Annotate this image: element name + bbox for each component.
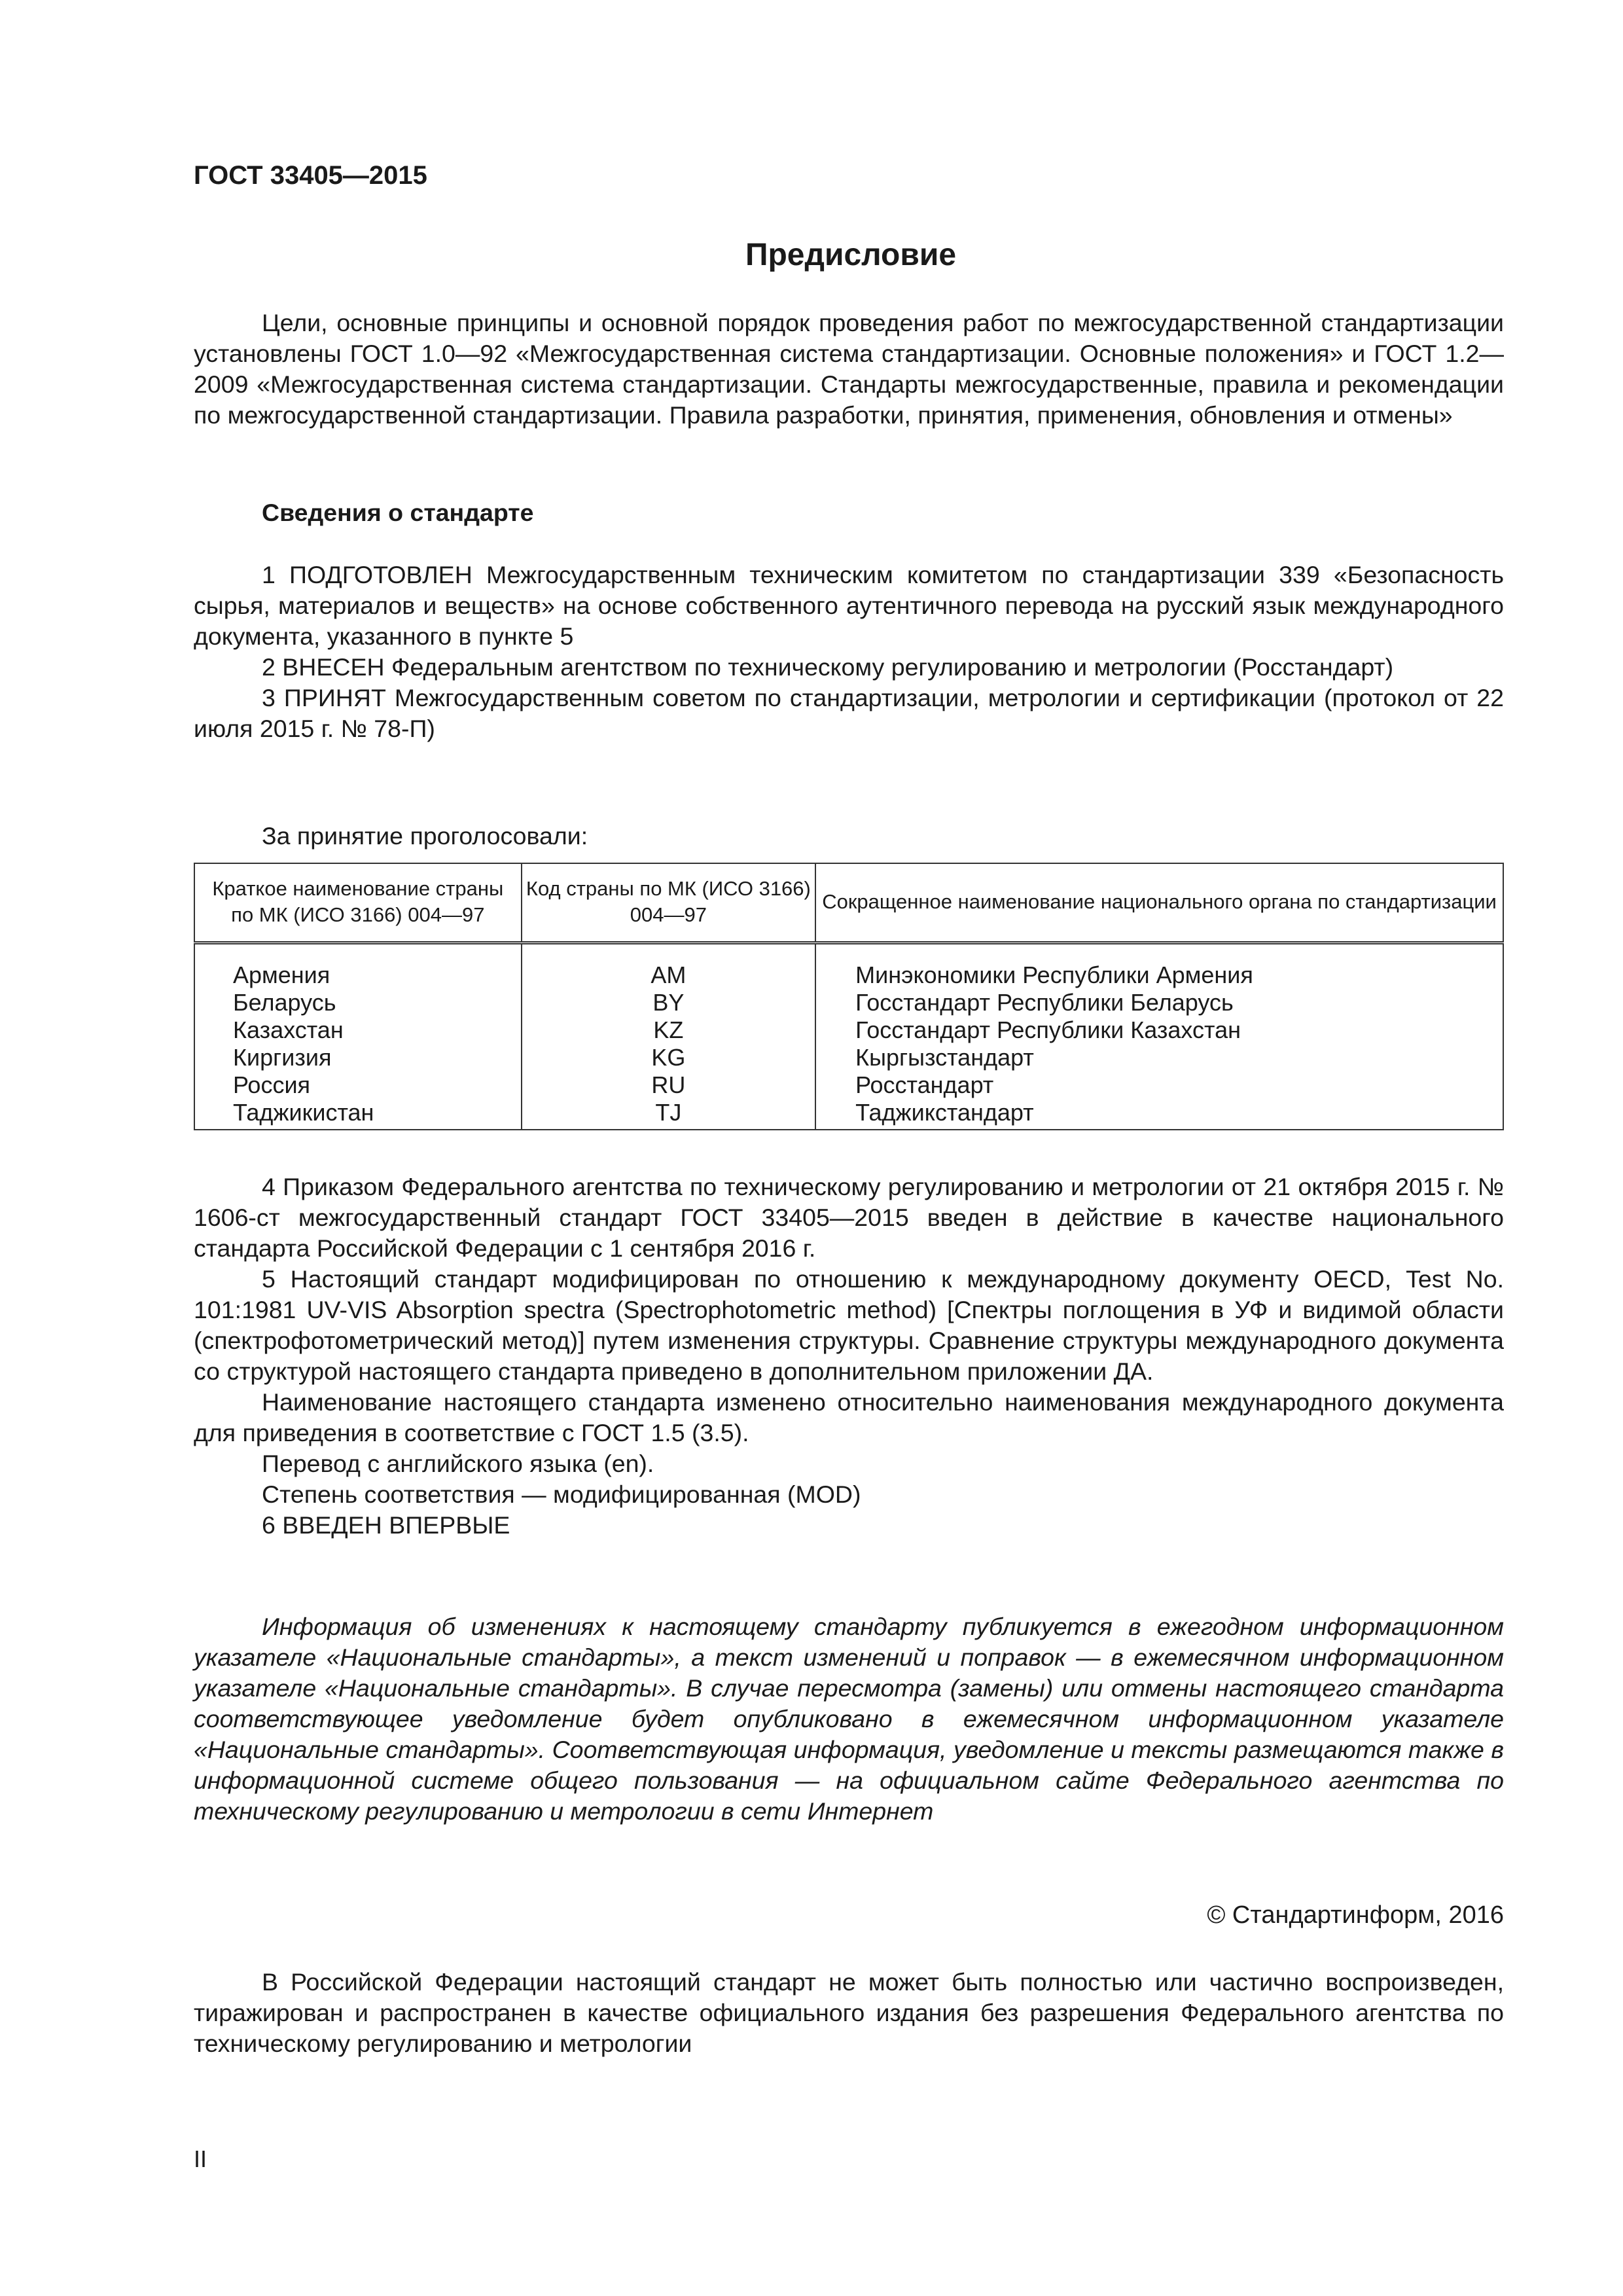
intro-section: [194, 308, 1504, 431]
section-heading: Сведения о стандарте: [262, 499, 534, 526]
item-5-degree: Степень соответствия — модифицированная (MOD): [262, 1480, 861, 1508]
cell-country: Таджикистан: [194, 1099, 522, 1130]
table-row: [194, 1071, 1503, 1099]
copyright-line: © Стандартинформ, 2016: [1207, 1901, 1504, 1929]
cell-code: AM: [522, 943, 815, 990]
cell-code: TJ: [522, 1099, 815, 1130]
cell-country: Беларусь: [194, 989, 522, 1016]
header-country-code: Код страны по МК (ИСО 3166) 004—97: [522, 863, 815, 943]
item-5: 5 Настоящий стандарт модифицирован по отношению к международному документу OECD, Test No. 101:1981 UV-VIS Absorption spectra (Spectrophotometric method) [Спектры поглощения в УФ и видимой области (спектрофотометрический метод)] путем изменения структуры. Сравнение структуры международного документа со структурой настоящего стандарта приведено в дополнительном приложении ДА.: [194, 1265, 1504, 1385]
legal-paragraph: В Российской Федерации настоящий стандарт не может быть полностью или частично воспроизведен, тиражирован и распространен в качестве официального издания без разрешения Федерального агентства по техническому регулированию и метрологии: [194, 1968, 1504, 2057]
cell-body: Кыргызстандарт: [815, 1044, 1503, 1071]
item-4: 4 Приказом Федерального агентства по техническому регулированию и метрологии от 21 октября 2015 г. № 1606-ст межгосударственный стандарт ГОСТ 33405—2015 введен в действие в качестве национального стандарта Российской Федерации с 1 сентября 2016 г.: [194, 1173, 1504, 1262]
table-row: [194, 989, 1503, 1016]
cell-code: RU: [522, 1071, 815, 1099]
section-heading-block: [194, 497, 1504, 528]
cell-body: Таджикстандарт: [815, 1099, 1503, 1130]
table-row: [194, 1016, 1503, 1044]
table-header-row: [194, 863, 1503, 943]
intro-paragraph: Цели, основные принципы и основной порядок проведения работ по межгосударственной стандартизации установлены ГОСТ 1.0—92 «Межгосударственная система стандартизации. Основные положения» и ГОСТ 1.2—2009 «Межгосударственная система стандартизации. Стандарты межгосударственные, правила и рекомендации по межгосударственной стандартизации. Правила разработки, принятия, применения, обновления и отмены»: [194, 309, 1504, 429]
table-row: [194, 1099, 1503, 1130]
votes-intro: За принятие проголосовали:: [262, 822, 588, 850]
cell-country: Россия: [194, 1071, 522, 1099]
cell-code: KZ: [522, 1016, 815, 1044]
votes-intro-block: [194, 821, 1504, 852]
cell-body: Госстандарт Республики Казахстан: [815, 1016, 1503, 1044]
table-row: [194, 943, 1503, 990]
document-id-header: ГОСТ 33405—2015: [194, 161, 427, 190]
notice-section: [194, 1611, 1504, 1827]
cell-body: Минэкономики Республики Армения: [815, 943, 1503, 990]
cell-country: Армения: [194, 943, 522, 990]
cell-body: Росстандарт: [815, 1071, 1503, 1099]
items-4-6: [194, 1172, 1504, 1541]
cell-country: Казахстан: [194, 1016, 522, 1044]
cell-code: BY: [522, 989, 815, 1016]
cell-country: Киргизия: [194, 1044, 522, 1071]
item-6: 6 ВВЕДЕН ВПЕРВЫЕ: [262, 1511, 510, 1539]
item-2: 2 ВНЕСЕН Федеральным агентством по техническому регулированию и метрологии (Росстандарт): [262, 653, 1394, 681]
item-5-translation: Перевод с английского языка (en).: [262, 1450, 654, 1477]
table-row: [194, 1044, 1503, 1071]
legal-section: [194, 1967, 1504, 2059]
item-5-name-change: Наименование настоящего стандарта изменено относительно наименования международного документа для приведения в соответствие с ГОСТ 1.5 (3.5).: [194, 1388, 1504, 1446]
page-title: Предисловие: [745, 238, 957, 272]
header-national-body: Сокращенное наименование национального органа по стандартизации: [815, 863, 1503, 943]
cell-body: Госстандарт Республики Беларусь: [815, 989, 1503, 1016]
item-3: 3 ПРИНЯТ Межгосударственным советом по стандартизации, метрологии и сертификации (протокол от 22 июля 2015 г. № 78-П): [194, 684, 1504, 742]
page-number: II: [194, 2145, 207, 2172]
item-1: 1 ПОДГОТОВЛЕН Межгосударственным техническим комитетом по стандартизации 339 «Безопасность сырья, материалов и веществ» на основе собственного аутентичного перевода на русский язык международного документа, указанного в пункте 5: [194, 561, 1504, 650]
notice-paragraph: Информация об изменениях к настоящему стандарту публикуется в ежегодном информационном указателе «Национальные стандарты», а текст изменений и поправок — в ежемесячном информационном указателе «Национальные стандарты». В случае пересмотра (замены) или отмены настоящего стандарта соответствующее уведомление будет опубликовано в ежемесячном информационном указателе «Национальные стандарты». Соответствующая информация, уведомление и тексты размещаются также в информационной системе общего пользования — на официальном сайте Федерального агентства по техническому регулированию и метрологии в сети Интернет: [194, 1613, 1504, 1825]
cell-code: KG: [522, 1044, 815, 1071]
header-country-name: Краткое наименование страны по МК (ИСО 3166) 004—97: [194, 863, 522, 943]
votes-table: [194, 863, 1504, 1130]
items-1-3: [194, 560, 1504, 744]
